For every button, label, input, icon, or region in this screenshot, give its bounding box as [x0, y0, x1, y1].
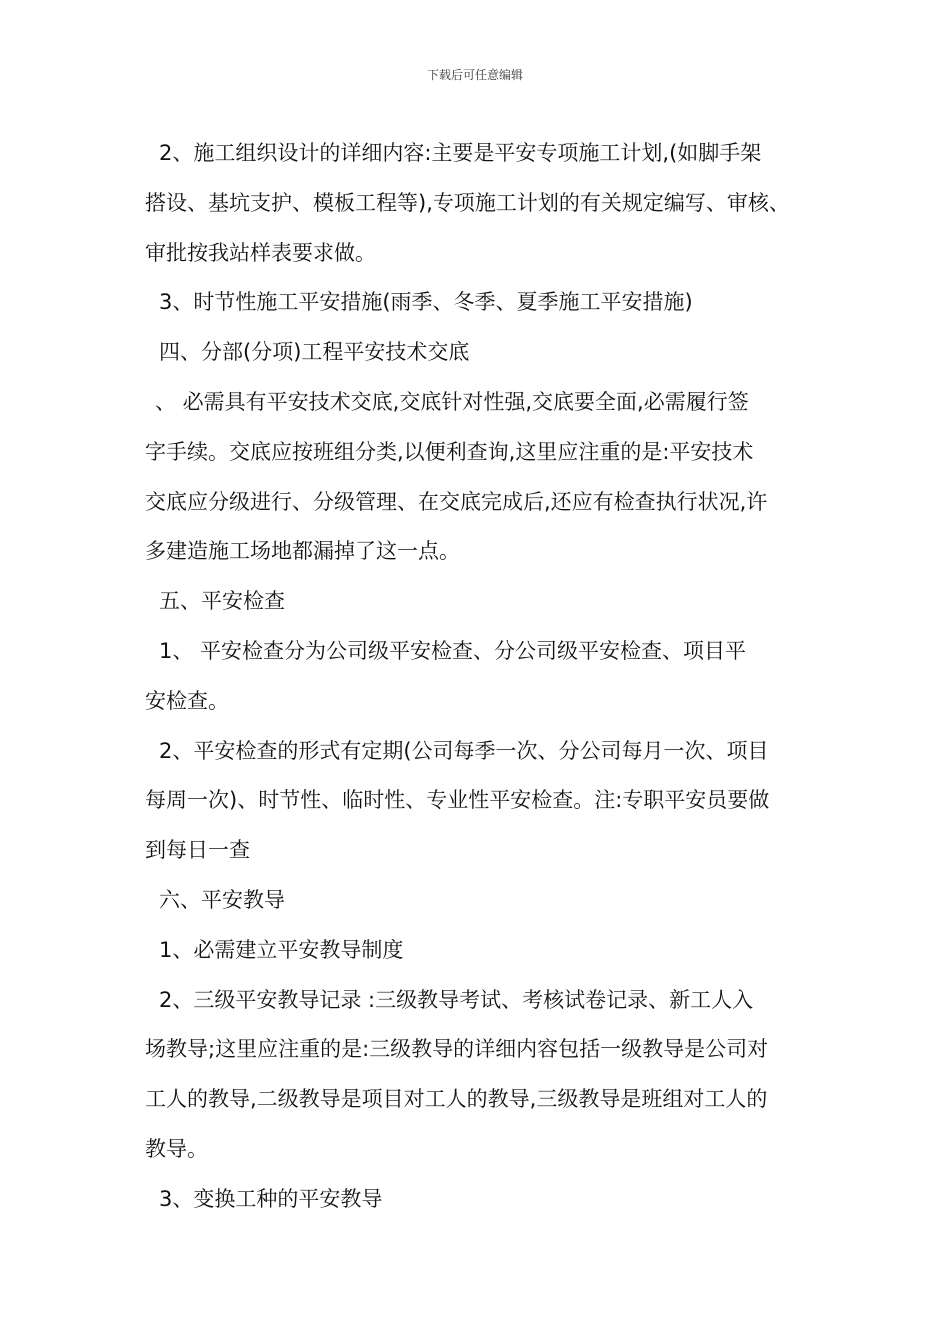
- page-header: 下载后可任意编辑: [426, 68, 523, 82]
- paragraph-line: 工人的教导,二级教导是项目对工人的教导,三级教导是班组对工人的: [145, 1087, 768, 1112]
- document-body: [145, 129, 825, 1225]
- paragraph-line: 教导。: [145, 1136, 208, 1161]
- paragraph-line: 3、时节性施工平安措施(雨季、冬季、夏季施工平安措施): [159, 290, 693, 315]
- section-heading: 六、平安教导: [159, 887, 285, 912]
- paragraph-line: 到每日一查: [145, 838, 250, 863]
- paragraph-line: 安检查。: [145, 688, 229, 713]
- paragraph-line: 1、 平安检查分为公司级平安检查、分公司级平安检查、项目平: [159, 638, 747, 663]
- paragraph-line: 场教导;这里应注重的是:三级教导的详细内容包括一级教导是公司对: [145, 1037, 769, 1062]
- paragraph-line: 审批按我站样表要求做。: [145, 240, 376, 265]
- paragraph-line: 2、平安检查的形式有定期(公司每季一次、分公司每月一次、项目: [159, 738, 769, 763]
- section-heading: 五、平安检查: [159, 589, 285, 614]
- section-heading: 四、分部(分项)工程平安技术交底: [159, 340, 470, 365]
- paragraph-line: 交底应分级进行、分级管理、在交底完成后,还应有检查执行状况,许: [145, 489, 768, 514]
- paragraph-line: 搭设、基坑支护、模板工程等),专项施工计划的有关规定编写、审核、: [145, 190, 790, 215]
- paragraph-line: 2、施工组织设计的详细内容:主要是平安专项施工计划,(如脚手架: [159, 141, 762, 165]
- paragraph-line: 3、变换工种的平安教导: [159, 1186, 383, 1211]
- paragraph-line: 多建造施工场地都漏掉了这一点。: [145, 539, 460, 564]
- paragraph-line: 、 必需具有平安技术交底,交底针对性强,交底要全面,必需履行签: [155, 389, 749, 414]
- paragraph-line: 1、必需建立平安教导制度: [159, 937, 404, 962]
- paragraph-line: 字手续。交底应按班组分类,以便利查询,这里应注重的是:平安技术: [145, 439, 754, 464]
- paragraph-line: 2、三级平安教导记录 :三级教导考试、考核试卷记录、新工人入: [159, 987, 754, 1012]
- paragraph-line: 每周一次)、时节性、临时性、专业性平安检查。注:专职平安员要做: [145, 788, 770, 813]
